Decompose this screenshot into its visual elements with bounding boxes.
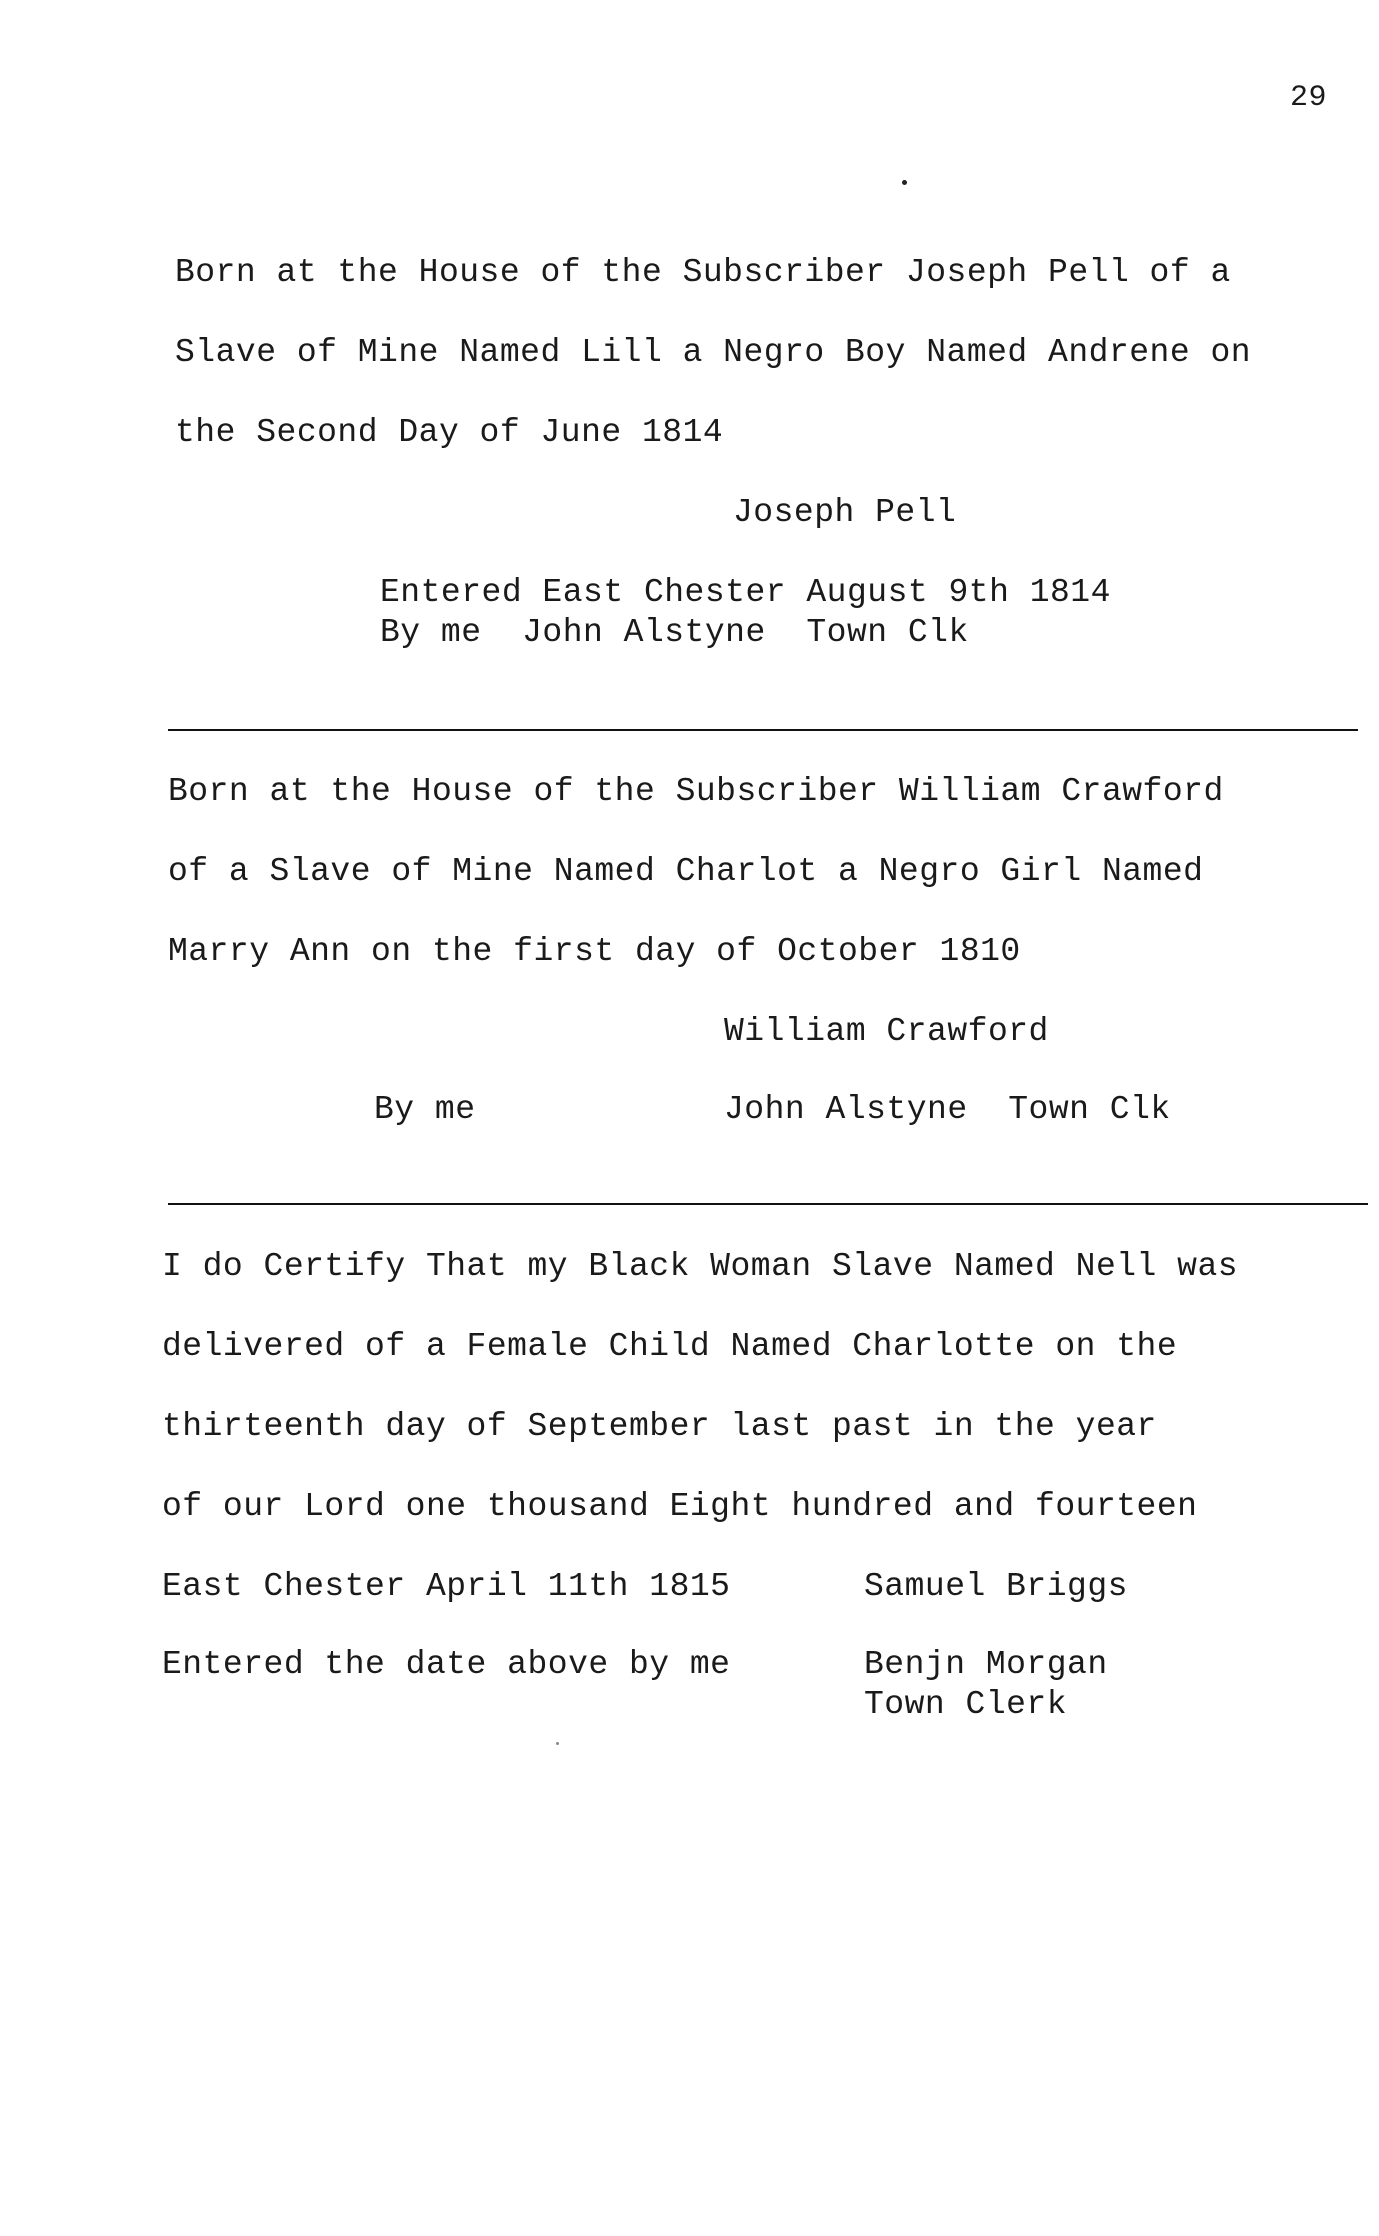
by-me-label: By me [374, 1091, 476, 1128]
entry-line: Marry Ann on the first day of October 1810 [168, 933, 1021, 970]
entry-line: of a Slave of Mine Named Charlot a Negro Girl Named [168, 853, 1204, 890]
entry-line: Born at the House of the Subscriber Joseph Pell of a [175, 254, 1231, 291]
entry-line: delivered of a Female Child Named Charlotte on the [162, 1328, 1178, 1365]
section-divider [168, 1203, 1368, 1205]
entry-line: I do Certify That my Black Woman Slave Named Nell was [162, 1248, 1239, 1285]
clerk-name: Benjn Morgan [864, 1646, 1108, 1683]
entered-line: Entered East Chester August 9th 1814 [380, 574, 1111, 611]
stray-mark [902, 180, 907, 185]
stray-mark [556, 1742, 559, 1745]
clerk-line: By me John Alstyne Town Clk [380, 614, 969, 651]
entry-line: of our Lord one thousand Eight hundred and fourteen [162, 1488, 1198, 1525]
entry-line: the Second Day of June 1814 [175, 414, 724, 451]
subscriber-signature: Samuel Briggs [864, 1568, 1128, 1605]
subscriber-signature: William Crawford [724, 1013, 1049, 1050]
entry-line: thirteenth day of September last past in the year [162, 1408, 1157, 1445]
page-number: 29 [1290, 81, 1328, 115]
entered-note: Entered the date above by me [162, 1646, 731, 1683]
section-divider [168, 729, 1358, 731]
clerk-name: John Alstyne Town Clk [724, 1091, 1171, 1128]
place-date: East Chester April 11th 1815 [162, 1568, 731, 1605]
subscriber-signature: Joseph Pell [733, 494, 957, 531]
clerk-title: Town Clerk [864, 1686, 1068, 1723]
entry-line: Slave of Mine Named Lill a Negro Boy Named Andrene on [175, 334, 1252, 371]
entry-line: Born at the House of the Subscriber William Crawford [168, 773, 1224, 810]
